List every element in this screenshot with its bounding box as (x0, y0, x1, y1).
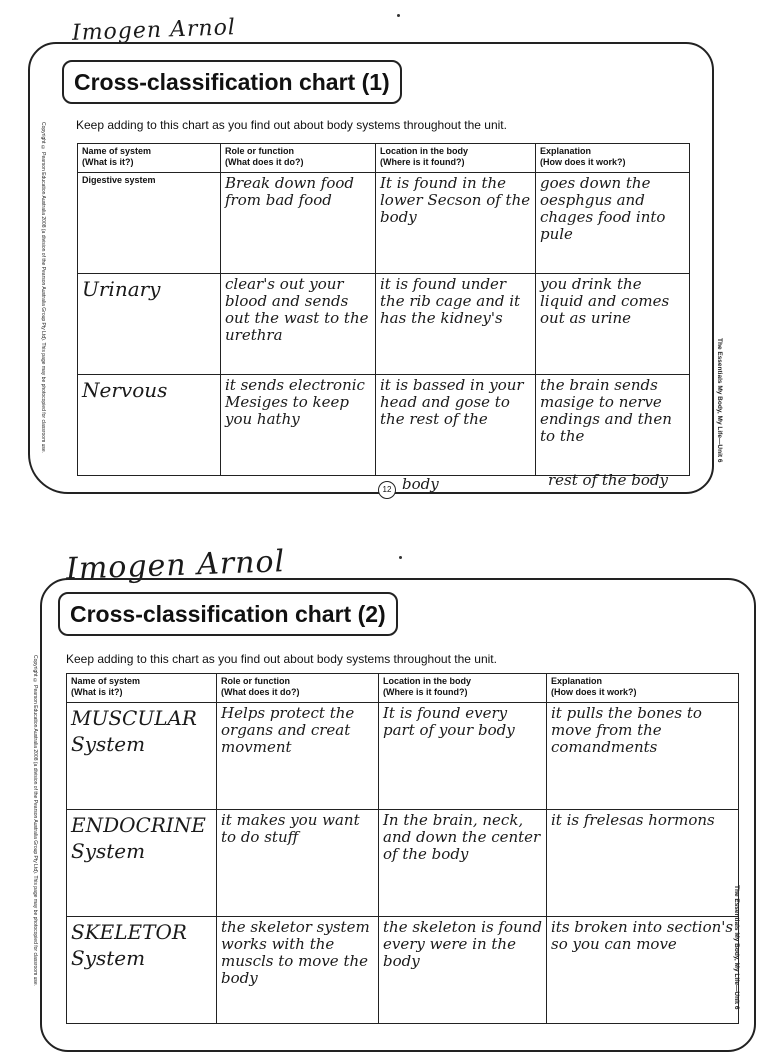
cell-role: it sends electronic Mesiges to keep you hathy (221, 375, 376, 476)
cell-explanation: it pulls the bones to move from the comandments (547, 703, 739, 810)
chart-1-copyright: Copyright © Pearson Education Australia 2008 (a division of the Pearson Australia Group Pty Ltd). This page may be photocopied for classroom use. (40, 122, 46, 454)
chart-1-series-label: The Essentials My Body, My Life—Unit 6 (716, 338, 723, 463)
header-location: Location in the body (Where is it found?) (376, 144, 536, 173)
header-explanation: Explanation (How does it work?) (547, 674, 739, 703)
chart-1-table (77, 143, 690, 476)
cell-system-name: Urinary (78, 274, 221, 375)
chart-2-instruction: Keep adding to this chart as you find out about body systems throughout the unit. (66, 652, 497, 666)
header-role: Role or function (What does it do?) (217, 674, 379, 703)
table-header-row (78, 144, 690, 173)
student-name-1: Imogen Arnol (71, 15, 237, 46)
header-name: Name of system (What is it?) (67, 674, 217, 703)
overflow-location-text: body (402, 475, 439, 493)
cell-location: it is found under the rib cage and it has the kidney's (376, 274, 536, 375)
table-header-row (67, 674, 739, 703)
scan-speck (399, 556, 402, 559)
table-row (78, 173, 690, 274)
cell-explanation: goes down the oesphgus and chages food into pule (536, 173, 690, 274)
cell-explanation: it is frelesas hormons (547, 810, 739, 917)
cell-explanation: the brain sends masige to nerve endings and then to the (536, 375, 690, 476)
header-location: Location in the body (Where is it found?) (379, 674, 547, 703)
cell-role: Break down food from bad food (221, 173, 376, 274)
table-row (67, 810, 739, 917)
page-number: 12 (378, 481, 396, 499)
chart-2-title: Cross-classification chart (2) (58, 592, 398, 636)
chart-2-series-label: The Essentials My Body, My Life—Unit 6 (733, 885, 740, 1010)
cell-system-name: Nervous (78, 375, 221, 476)
cell-location: it is bassed in your head and gose to the rest of the (376, 375, 536, 476)
cell-role: Helps protect the organs and creat movment (217, 703, 379, 810)
cell-system-name: ENDOCRINE System (67, 810, 217, 917)
cell-location: In the brain, neck, and down the center of the body (379, 810, 547, 917)
cell-system-name: Digestive system (78, 173, 221, 274)
cell-role: the skeletor system works with the muscls to move the body (217, 917, 379, 1024)
cell-explanation: you drink the liquid and comes out as urine (536, 274, 690, 375)
chart-1-title: Cross-classification chart (1) (62, 60, 402, 104)
cell-location: the skeleton is found every were in the body (379, 917, 547, 1024)
table-row (78, 274, 690, 375)
chart-2-table (66, 673, 739, 1024)
chart-1-instruction: Keep adding to this chart as you find out about body systems throughout the unit. (76, 118, 507, 132)
student-name-2: Imogen Arnol (65, 544, 286, 587)
table-row (67, 703, 739, 810)
header-name: Name of system (What is it?) (78, 144, 221, 173)
cell-location: It is found every part of your body (379, 703, 547, 810)
chart-2-copyright: Copyright © Pearson Education Australia 2008 (a division of the Pearson Australia Group Pty Ltd). This page may be photocopied for classroom use. (32, 655, 38, 987)
table-row (67, 917, 739, 1024)
cell-role: it makes you want to do stuff (217, 810, 379, 917)
table-row (78, 375, 690, 476)
cell-role: clear's out your blood and sends out the wast to the urethra (221, 274, 376, 375)
cell-system-name: MUSCULAR System (67, 703, 217, 810)
header-explanation: Explanation (How does it work?) (536, 144, 690, 173)
overflow-explanation-text: rest of the body (548, 471, 668, 489)
cell-explanation: its broken into section's so you can move (547, 917, 739, 1024)
cell-system-name: SKELETOR System (67, 917, 217, 1024)
cell-location: It is found in the lower Secson of the body (376, 173, 536, 274)
header-role: Role or function (What does it do?) (221, 144, 376, 173)
scan-speck (397, 14, 400, 17)
